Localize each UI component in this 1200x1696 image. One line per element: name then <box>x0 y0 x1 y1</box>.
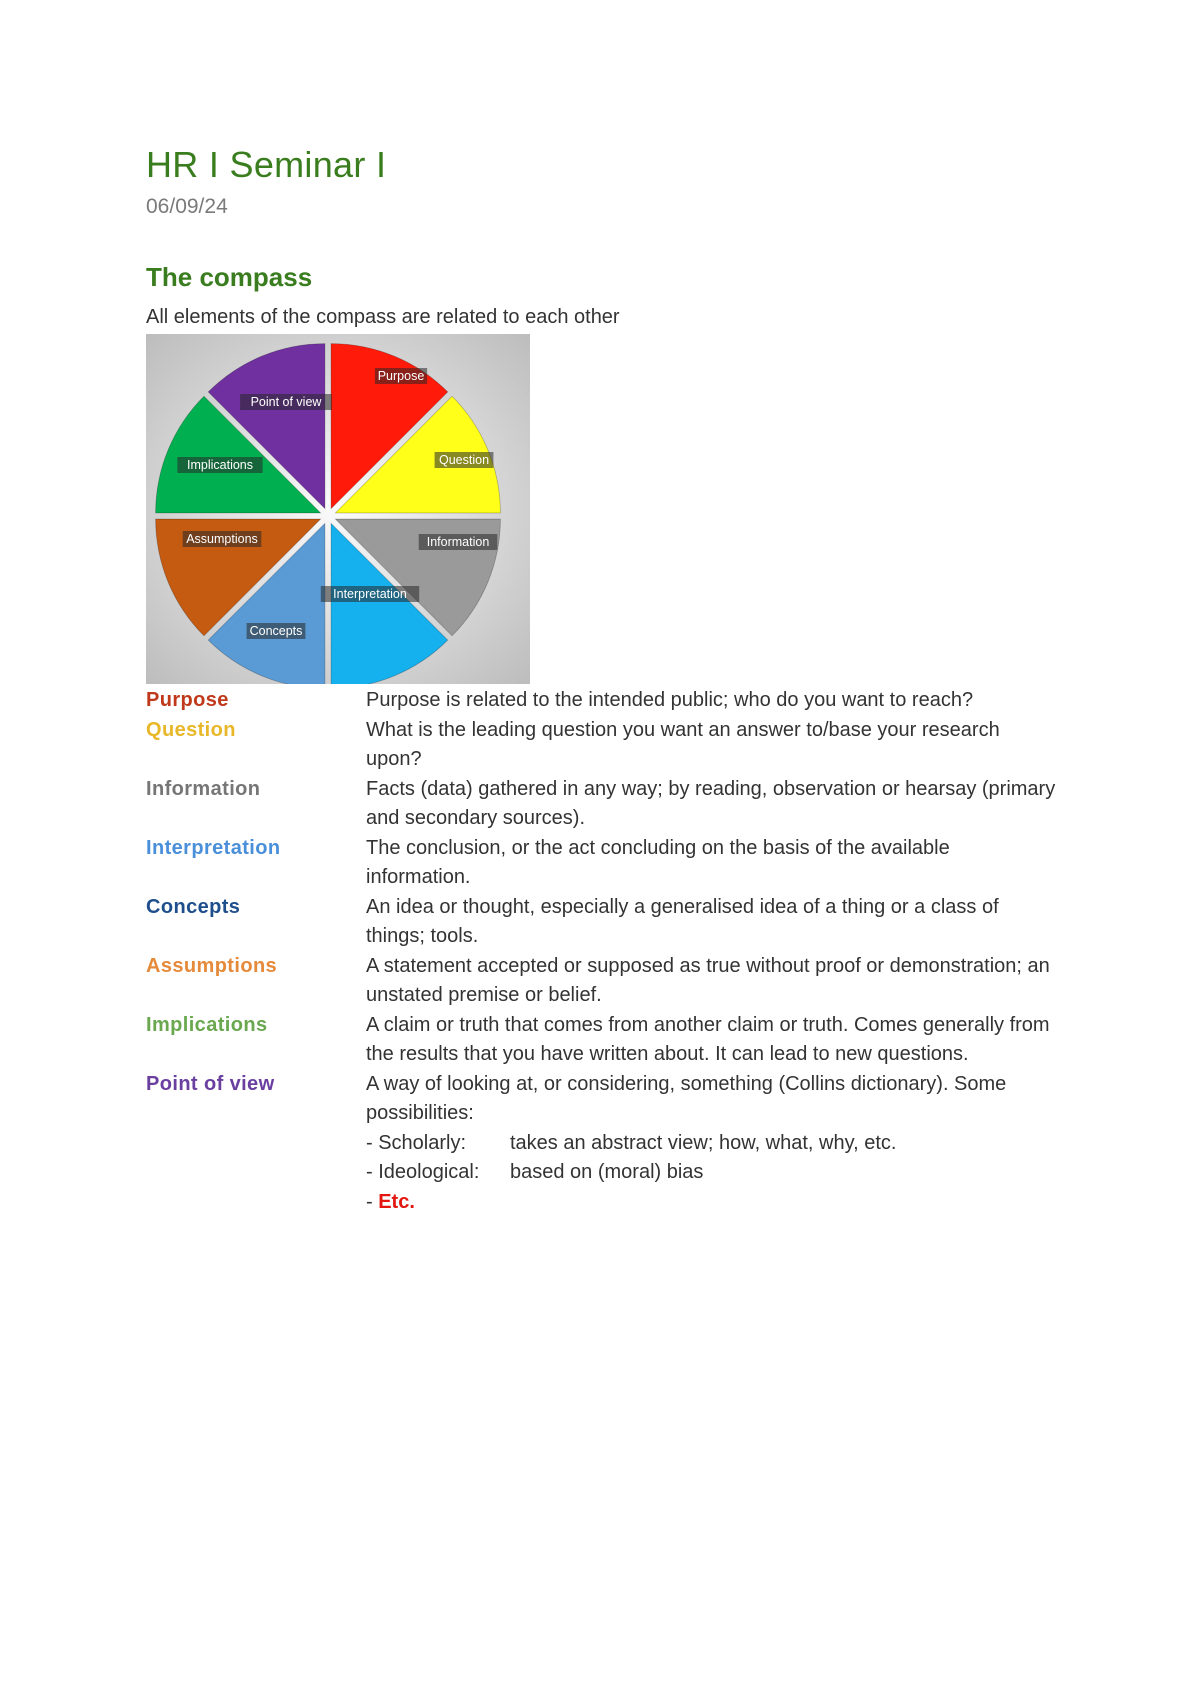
possibility-etc <box>366 1188 1056 1218</box>
possibility-text: takes an abstract view; how, what, why, etc. <box>510 1131 897 1154</box>
definition-text <box>366 834 1056 893</box>
possibility-item <box>366 1158 1056 1188</box>
compass-label-question: Question <box>438 453 490 467</box>
definition-term: Assumptions <box>146 954 278 977</box>
compass-label-purpose: Purpose <box>377 369 425 383</box>
definition-text <box>366 775 1056 834</box>
possibility-label: - Ideological: <box>366 1161 480 1183</box>
definition-row <box>146 952 1056 1011</box>
possibility-text: based on (moral) bias <box>510 1161 704 1183</box>
definition-text <box>366 716 1056 775</box>
definition-text-main: Facts (data) gathered in any way; by reading, observation or hearsay (primary and secondary sources). <box>366 777 1056 829</box>
definition-text-main: An idea or thought, especially a generalised idea of a thing or a class of things; tools. <box>366 895 999 947</box>
definition-row <box>146 775 1056 834</box>
definition-text <box>366 1070 1056 1218</box>
page-title: HR I Seminar I <box>146 144 387 185</box>
definition-row <box>146 834 1056 893</box>
compass-label-information: Information <box>426 535 490 549</box>
definition-text <box>366 686 1056 716</box>
definition-row <box>146 716 1056 775</box>
definitions-list <box>146 686 1056 1217</box>
definition-row <box>146 1070 1056 1218</box>
definition-term: Interpretation <box>146 836 281 859</box>
definition-term: Point of view <box>146 1072 275 1095</box>
page-date: 06/09/24 <box>146 195 228 218</box>
definition-term: Question <box>146 718 236 741</box>
definition-term: Concepts <box>146 895 241 918</box>
definition-row <box>146 686 1056 716</box>
definition-text <box>366 952 1056 1011</box>
definition-text <box>366 1011 1056 1070</box>
etc-label: Etc. <box>378 1190 415 1213</box>
definition-term: Purpose <box>146 689 229 711</box>
compass-diagram <box>146 334 530 684</box>
compass-label-point-of-view: Point of view <box>250 395 322 409</box>
definition-text-main: A way of looking at, or considering, something (Collins dictionary). Some possibilities: <box>366 1072 1007 1124</box>
compass-label-assumptions: Assumptions <box>186 532 258 546</box>
possibility-item <box>366 1129 1056 1159</box>
section-heading: The compass <box>146 262 313 292</box>
compass-label-interpretation: Interpretation <box>333 587 407 601</box>
compass-label-concepts: Concepts <box>249 624 303 638</box>
definition-term: Information <box>146 777 261 800</box>
definition-text-main: The conclusion, or the act concluding on the basis of the available information. <box>366 836 950 888</box>
possibility-label: - Scholarly: <box>366 1131 467 1154</box>
definition-text-main: A claim or truth that comes from another claim or truth. Comes generally from the results that you have written about. It can lead to new questions. <box>366 1013 1050 1065</box>
definition-term: Implications <box>146 1013 268 1036</box>
definition-text <box>366 893 1056 952</box>
etc-dash: - <box>366 1190 379 1213</box>
definition-text-main: Purpose is related to the intended public; who do you want to reach? <box>366 689 974 711</box>
definition-row <box>146 1011 1056 1070</box>
definition-text-main: A statement accepted or supposed as true without proof or demonstration; an unstated premise or belief. <box>366 954 1050 1006</box>
definition-row <box>146 893 1056 952</box>
definition-text-main: What is the leading question you want an answer to/base your research upon? <box>366 718 1000 770</box>
section-intro: All elements of the compass are related to each other <box>146 306 620 328</box>
compass-label-implications: Implications <box>187 458 253 472</box>
